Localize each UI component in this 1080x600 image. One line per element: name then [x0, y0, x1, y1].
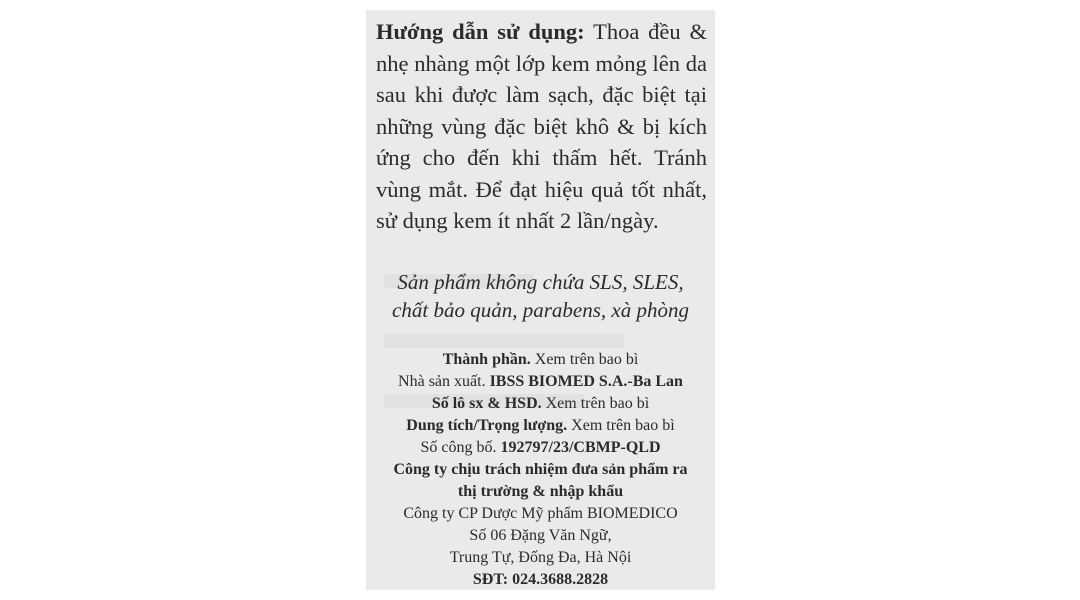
usage-body: Thoa đều & nhẹ nhàng một lớp kem mỏng lên da sau khi được làm sạch, đặc biệt tại những vùng đặc biệt khô & bị kích ứng cho đến khi thấm hết. Tránh vùng mắt. Để đạt hiệu quả tốt nhất, sử dụng kem ít nhất 2 lần/ngày.	[376, 19, 708, 233]
phone-text: SĐT: 024.3688.2828	[472, 571, 609, 588]
product-info-block	[366, 349, 715, 590]
usage-instructions	[376, 16, 707, 237]
ingredients-value: Xem trên bao bì	[534, 351, 639, 368]
product-label-panel	[366, 10, 715, 590]
free-of-line-2: chất bảo quản, parabens, xà phòng	[392, 298, 689, 322]
free-of-statement	[366, 268, 715, 324]
volume-label: Dung tích/Trọng lượng.	[406, 417, 568, 434]
free-of-line-1: Sản phẩm không chứa SLS, SLES,	[397, 270, 684, 294]
company-line-2: Số 06 Đặng Văn Ngữ,	[469, 527, 612, 544]
lot-row	[366, 393, 715, 415]
lot-label: Số lô sx & HSD.	[431, 395, 542, 412]
volume-value: Xem trên bao bì	[571, 417, 675, 434]
usage-heading: Hướng dẫn sử dụng:	[376, 19, 585, 44]
notice-value: 192797/23/CBMP-QLD	[500, 439, 661, 456]
maker-value: IBSS BIOMED S.A.-Ba Lan	[489, 373, 683, 390]
maker-row	[366, 371, 715, 393]
show-through-bar-2	[384, 334, 624, 348]
ingredients-label: Thành phần.	[442, 351, 531, 368]
responsible-line-2	[366, 481, 715, 503]
notice-row	[366, 437, 715, 459]
ingredients-row	[366, 349, 715, 371]
responsible-line-2-text: thị trường & nhập khẩu	[457, 483, 624, 500]
notice-label: Số công bố.	[420, 439, 497, 456]
phone-row	[366, 569, 715, 590]
responsible-line-1	[366, 459, 715, 481]
company-line-1: Công ty CP Dược Mỹ phẩm BIOMEDICO	[403, 505, 678, 522]
volume-row	[366, 415, 715, 437]
maker-label: Nhà sản xuất.	[398, 373, 486, 390]
responsible-line-1-text: Công ty chịu trách nhiệm đưa sản phẩm ra	[393, 461, 688, 478]
lot-value: Xem trên bao bì	[545, 395, 650, 412]
company-line-3: Trung Tự, Đống Đa, Hà Nội	[449, 549, 632, 566]
